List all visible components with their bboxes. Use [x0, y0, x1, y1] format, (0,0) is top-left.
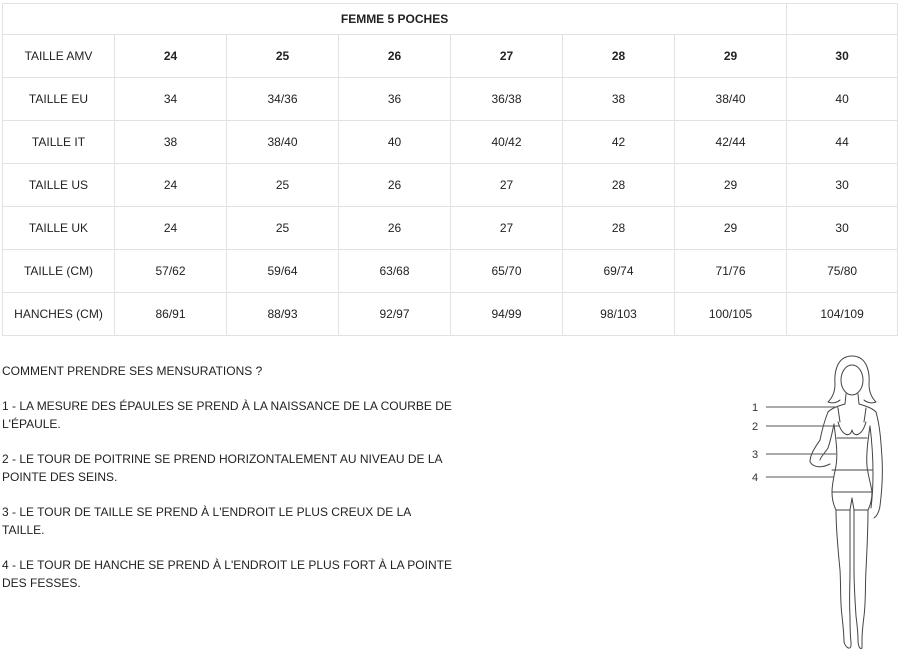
row-label: TAILLE EU — [3, 78, 115, 121]
measurement-instructions — [2, 362, 452, 609]
table-cell: 88/93 — [227, 293, 339, 336]
table-cell: 71/76 — [675, 250, 787, 293]
table-cell: 98/103 — [563, 293, 675, 336]
table-cell: 29 — [675, 207, 787, 250]
table-title-row — [3, 4, 898, 35]
table-cell: 30 — [787, 164, 898, 207]
table-cell: 27 — [451, 207, 563, 250]
table-cell: 38/40 — [227, 121, 339, 164]
table-cell: 28 — [563, 207, 675, 250]
table-header-row — [3, 35, 898, 78]
table-cell: 34/36 — [227, 78, 339, 121]
header-cell: 26 — [339, 35, 451, 78]
table-row — [3, 293, 898, 336]
table-cell: 25 — [227, 207, 339, 250]
table-cell: 36/38 — [451, 78, 563, 121]
table-cell: 24 — [115, 164, 227, 207]
header-cell: 29 — [675, 35, 787, 78]
body-measurement-figure — [740, 350, 900, 655]
size-table — [2, 3, 898, 336]
table-cell: 26 — [339, 164, 451, 207]
figure-label-3: 3 — [752, 449, 759, 461]
table-cell: 26 — [339, 207, 451, 250]
header-cell: 30 — [787, 35, 898, 78]
table-cell: 94/99 — [451, 293, 563, 336]
header-cell: 28 — [563, 35, 675, 78]
table-cell: 24 — [115, 207, 227, 250]
row-label: TAILLE (CM) — [3, 250, 115, 293]
row-label: TAILLE US — [3, 164, 115, 207]
table-cell: 42/44 — [675, 121, 787, 164]
instruction-item: 4 - LE TOUR DE HANCHE SE PREND À L'ENDROIT LE PLUS FORT À LA POINTE DES FESSES. — [2, 558, 452, 590]
header-cell: 25 — [227, 35, 339, 78]
table-cell: 44 — [787, 121, 898, 164]
table-cell: 57/62 — [115, 250, 227, 293]
header-cell: 27 — [451, 35, 563, 78]
table-cell: 92/97 — [339, 293, 451, 336]
table-cell: 75/80 — [787, 250, 898, 293]
figure-label-4: 4 — [752, 472, 759, 484]
figure-label-1: 1 — [752, 402, 759, 414]
table-title-empty-cell — [787, 4, 898, 35]
table-cell: 63/68 — [339, 250, 451, 293]
table-cell: 69/74 — [563, 250, 675, 293]
table-cell: 28 — [563, 164, 675, 207]
table-row — [3, 164, 898, 207]
row-label: TAILLE IT — [3, 121, 115, 164]
table-row — [3, 250, 898, 293]
table-cell: 27 — [451, 164, 563, 207]
table-cell: 104/109 — [787, 293, 898, 336]
table-row — [3, 78, 898, 121]
table-cell: 86/91 — [115, 293, 227, 336]
table-row — [3, 121, 898, 164]
row-label: TAILLE UK — [3, 207, 115, 250]
instruction-item: 2 - LE TOUR DE POITRINE SE PREND HORIZONTALEMENT AU NIVEAU DE LA POINTE DES SEINS. — [2, 452, 442, 484]
table-cell: 36 — [339, 78, 451, 121]
figure-label-2: 2 — [752, 421, 759, 433]
table-row — [3, 207, 898, 250]
row-label: HANCHES (CM) — [3, 293, 115, 336]
table-cell: 40 — [339, 121, 451, 164]
table-cell: 38 — [563, 78, 675, 121]
table-cell: 65/70 — [451, 250, 563, 293]
instruction-item: 1 - LA MESURE DES ÉPAULES SE PREND À LA NAISSANCE DE LA COURBE DE L'ÉPAULE. — [2, 399, 452, 431]
table-cell: 100/105 — [675, 293, 787, 336]
table-cell: 40/42 — [451, 121, 563, 164]
table-title: FEMME 5 POCHES — [3, 4, 787, 35]
table-cell: 38/40 — [675, 78, 787, 121]
table-cell: 40 — [787, 78, 898, 121]
table-cell: 34 — [115, 78, 227, 121]
table-cell: 59/64 — [227, 250, 339, 293]
table-cell: 29 — [675, 164, 787, 207]
table-cell: 30 — [787, 207, 898, 250]
table-cell: 42 — [563, 121, 675, 164]
woman-figure-illustration — [740, 350, 900, 655]
header-cell: 24 — [115, 35, 227, 78]
instruction-item: 3 - LE TOUR DE TAILLE SE PREND À L'ENDROIT LE PLUS CREUX DE LA TAILLE. — [2, 505, 411, 537]
instructions-heading: COMMENT PRENDRE SES MENSURATIONS ? — [2, 364, 263, 378]
table-cell: 25 — [227, 164, 339, 207]
row-label: TAILLE AMV — [3, 35, 115, 78]
table-cell: 38 — [115, 121, 227, 164]
